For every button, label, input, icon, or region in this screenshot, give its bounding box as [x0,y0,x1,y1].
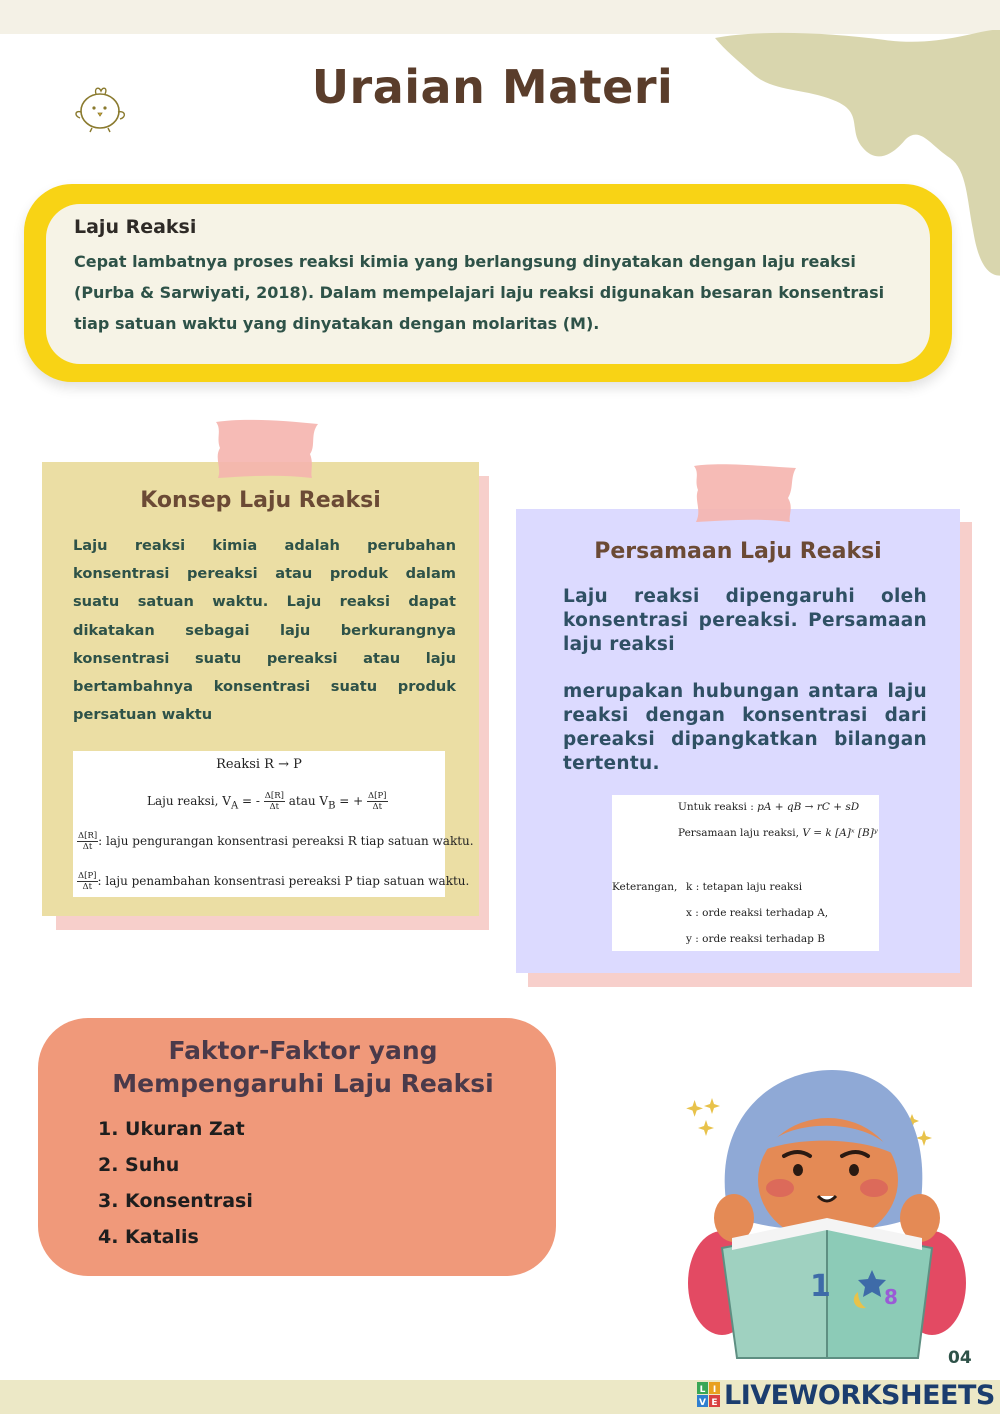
tape-decoration [690,460,800,524]
persamaan-title: Persamaan Laju Reaksi [594,539,882,564]
fraction-p [367,791,388,812]
konsep-text: Laju reaksi kimia adalah perubahan konsentrasi pereaksi atau produk dalam suatu satuan waktu. Laju reaksi dapat dikatakan sebagai laju berkurangnya konsentrasi suatu pereaksi atau laju bertambahnya konsentrasi suatu produk persatuan waktu [73,537,456,724]
definition-frame [24,184,952,382]
faktor-item: 4. Katalis [98,1226,199,1248]
page-number: 04 [948,1348,972,1368]
faktor-item: 1. Ukuran Zat [98,1118,245,1140]
faktor-title [38,1034,568,1100]
definition-line: Cepat lambatnya proses reaksi kimia yang berlangsung dinyatakan dengan laju reaksi [74,252,856,271]
badge-letter: L [699,1385,706,1395]
desc-p: : laju penambahan konsentrasi pereaksi P tiap satuan waktu. [97,874,470,888]
desc-r: : laju pengurangan konsentrasi pereaksi R tiap satuan waktu. [98,834,474,848]
reaction-label: Untuk reaksi : [678,801,754,813]
liveworksheets-badge-icon [697,1382,721,1408]
subscript-a: A [230,800,239,812]
badge-letter: E [711,1398,718,1408]
fraction-r [77,831,98,852]
equals-plus: = + [335,794,367,808]
persamaan-text [563,585,927,776]
badge-letter: I [712,1385,717,1395]
fraction-numerator: Δ[P] [368,791,387,801]
equals-minus: = - [238,794,264,808]
rate-formula-image [73,751,474,897]
desc-p-line [77,871,469,892]
legend-y: y : orde reaksi terhadap B [686,933,825,945]
definition-box [46,204,930,364]
faktor-title-line: Mempengaruhi Laju Reaksi [112,1069,494,1098]
top-band [0,0,1000,34]
desc-r-line [77,831,474,852]
legend-k: k : tetapan laju reaksi [686,881,803,893]
fraction-denominator: Δt [82,842,93,852]
rate-law-image [612,795,879,951]
svg-text:8: 8 [884,1285,898,1309]
fraction-denominator: Δt [269,802,280,812]
equation-label: Persamaan laju reaksi, [678,827,803,839]
fraction-denominator: Δt [372,802,383,812]
konsep-card [42,462,479,916]
persamaan-paragraph: Laju reaksi dipengaruhi oleh konsentrasi pereaksi. Persamaan laju reaksi [563,586,927,655]
definition-line: (Purba & Sarwiyati, 2018). Dalam mempelajari laju reaksi digunakan besaran konsentrasi [74,283,885,302]
rate-law-equation: V = k [A]ˣ [B]ʸ [802,827,878,839]
faktor-list [98,1116,253,1260]
definition-line: tiap satuan waktu yang dinyatakan dengan molaritas (M). [74,314,600,333]
svg-text:1: 1 [810,1269,831,1304]
page-title: Uraian Materi [311,60,674,114]
fraction-numerator: Δ[R] [78,831,98,841]
subscript-b: B [328,800,336,812]
badge-letter: V [699,1398,706,1408]
child-reading-illustration [682,1058,972,1370]
persamaan-paragraph: merupakan hubungan antara laju reaksi dengan konsentrasi dari pereaksi dipangkatkan bilangan tertentu. [563,681,927,774]
definition-heading: Laju Reaksi [74,216,197,238]
fraction-denominator: Δt [82,882,93,892]
reaction-equation: pA + qB → rC + sD [757,801,860,813]
fraction-r [264,791,285,812]
faktor-box [38,1018,556,1276]
liveworksheets-logo[interactable] [697,1379,995,1411]
persamaan-card [516,509,960,973]
fraction-p [77,871,98,892]
definition-text [74,246,900,339]
rate-law-line [678,827,878,839]
liveworksheets-wordmark: LIVEWORKSHEETS [724,1379,995,1411]
reaction-line [678,801,859,813]
or-word: atau V [284,794,329,808]
rate-definition-line [147,791,388,812]
legend-x: x : orde reaksi terhadap A, [686,907,829,919]
reaction-line: Reaksi R → P [216,757,302,772]
konsep-title: Konsep Laju Reaksi [140,488,381,513]
faktor-item: 3. Konsentrasi [98,1190,253,1212]
faktor-title-line: Faktor-Faktor yang [168,1036,438,1065]
tape-decoration [210,416,322,480]
fraction-numerator: Δ[R] [264,791,284,801]
fraction-numerator: Δ[P] [78,871,97,881]
faktor-item: 2. Suhu [98,1154,180,1176]
legend-label: Keterangan, [612,881,678,893]
rate-prefix: Laju reaksi, V [147,794,231,808]
